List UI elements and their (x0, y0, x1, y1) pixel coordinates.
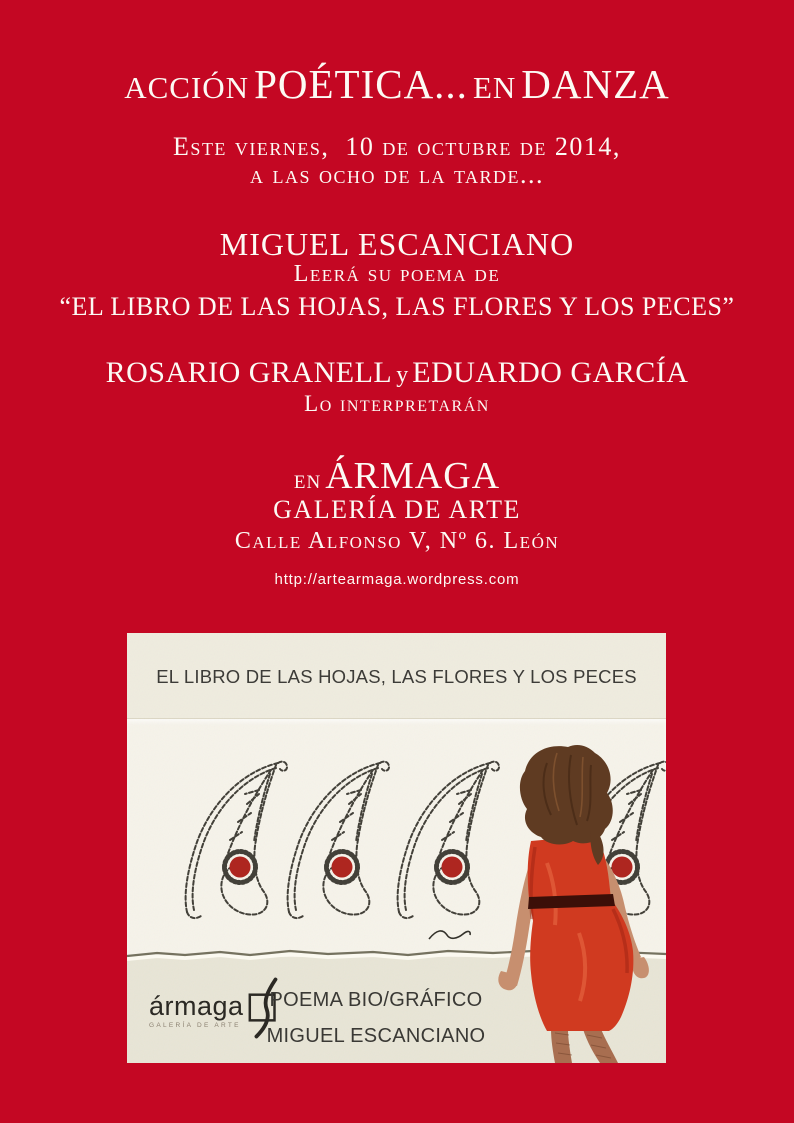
venue-prefix: en (293, 464, 322, 494)
card-caption (256, 982, 496, 1054)
title-word-poetica: POÉTICA... (254, 61, 468, 107)
reader-name: MIGUEL ESCANCIANO (219, 226, 575, 262)
performer-1: ROSARIO GRANELL (105, 356, 393, 389)
website-url: http://artearmaga.wordpress.com (274, 571, 520, 588)
event-time: a las ocho de la tarde... (249, 160, 545, 189)
performer-2: EDUARDO GARCÍA (412, 356, 689, 389)
performers-line (0, 356, 794, 390)
poster-title (0, 60, 794, 108)
caption-line-2: MIGUEL ESCANCIANO (266, 1025, 486, 1047)
reader-action: Leerá su poema de (293, 261, 501, 287)
performers-action: Lo interpretarán (304, 391, 490, 416)
event-date: Este viernes, 10 de octubre de 2014, (173, 132, 621, 161)
venue-line (0, 454, 794, 498)
armaga-logo-name: ármaga (149, 991, 244, 1021)
title-word-danza: DANZA (521, 61, 670, 107)
event-datetime (0, 133, 794, 189)
caption-line-1: POEMA BIO/GRÁFICO (269, 989, 483, 1011)
paper-strip (127, 718, 666, 958)
book-title-quote: “EL LIBRO DE LAS HOJAS, LAS FLORES Y LOS PECES” (59, 292, 735, 321)
card-book-title: EL LIBRO DE LAS HOJAS, LAS FLORES Y LOS PECES (156, 666, 637, 687)
performers-conjunction: y (396, 362, 409, 388)
venue-name: ÁRMAGA (325, 455, 501, 497)
armaga-logo-descriptor: GALERÍA DE ARTE (149, 1022, 241, 1029)
armaga-logo-text (149, 993, 244, 1029)
title-word-accion: ACCIÓN (124, 70, 250, 105)
venue-address: Calle Alfonso V, Nº 6. León (234, 528, 560, 554)
venue-descriptor: GALERÍA DE ARTE (273, 495, 521, 524)
book-cover-card (127, 633, 666, 1063)
title-word-en: EN (472, 70, 517, 105)
